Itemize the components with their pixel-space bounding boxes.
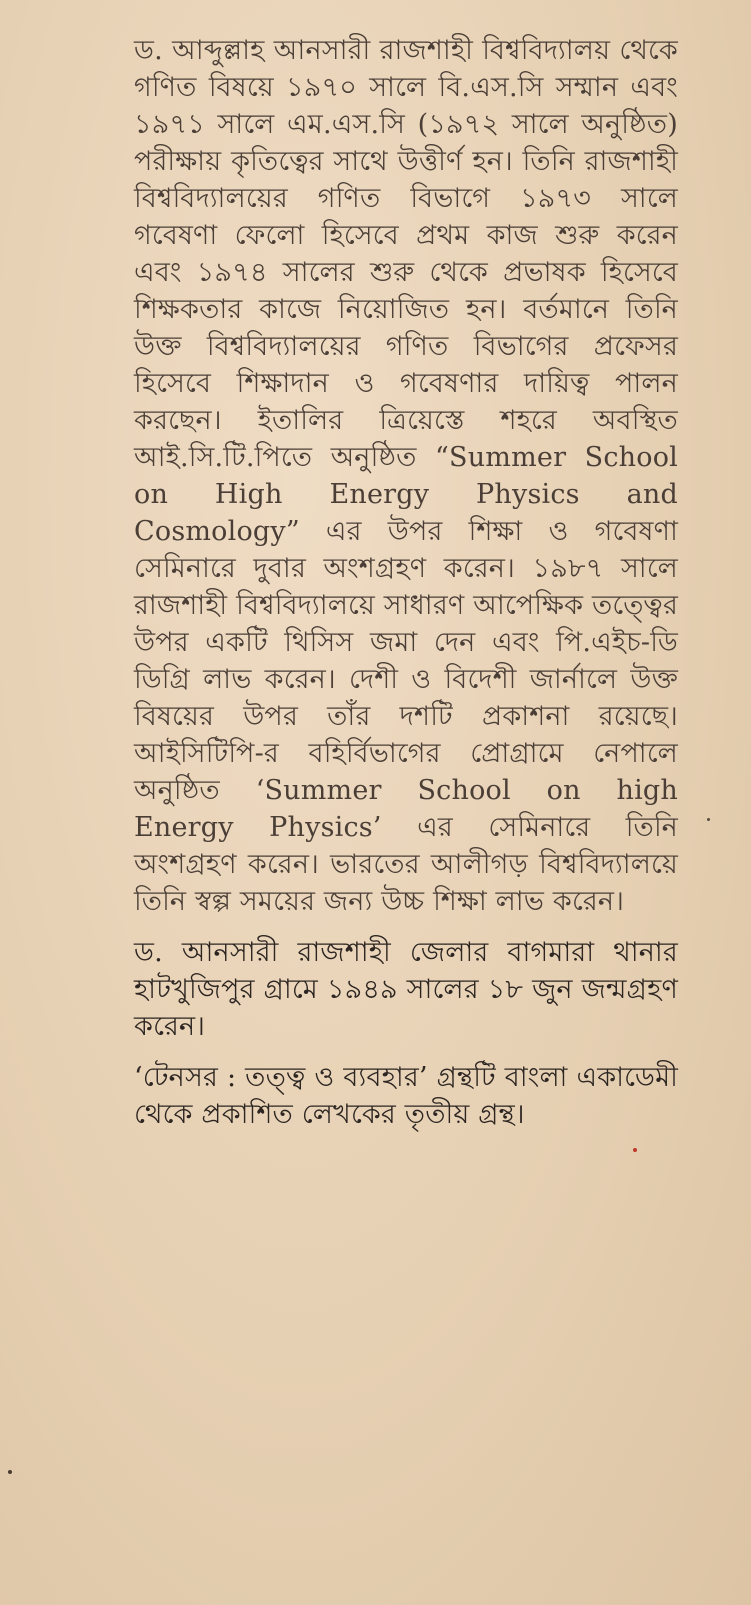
red-ink-speck [633, 1148, 637, 1152]
bio-paragraph-birth: ড. আনসারী রাজশাহী জেলার বাগমারা থানার হাটখুজিপুর গ্রামে ১৯৪৯ সালের ১৮ জুন জন্মগ্রহণ করেন। [134, 937, 678, 1042]
bio-paragraph-book: ‘টেনসর : তত্ত্ব ও ব্যবহার’ গ্রন্থটি বাংলা একাডেমী থেকে প্রকাশিত লেখকের তৃতীয় গ্রন্থ। [134, 1062, 678, 1130]
dust-speck [8, 1470, 12, 1474]
dust-speck [707, 818, 710, 821]
bio-paragraph-career: ড. আব্দুল্লাহ আনসারী রাজশাহী বিশ্ববিদ্যালয় থেকে গণিত বিষয়ে ১৯৭০ সালে বি.এস.সি সম্মান এবং ১৯৭১ সালে এম.এস.সি (১৯৭২ সালে অনুষ্ঠিত) পরীক্ষায় কৃতিত্বের সাথে উত্তীর্ণ হন। তিনি রাজশাহী বিশ্ববিদ্যালয়ের গণিত বিভাগে ১৯৭৩ সালে গবেষণা ফেলো হিসেবে প্রথম কাজ শুরু করেন এবং ১৯৭৪ সালের শুরু থেকে প্রভাষক হিসেবে শিক্ষকতার কাজে নিয়োজিত হন। বর্তমানে তিনি উক্ত বিশ্ববিদ্যালয়ের গণিত বিভাগের প্রফেসর হিসেবে শিক্ষাদান ও গবেষণার দায়িত্ব পালন করছেন। ইতালির ত্রিয়েস্তে শহরে অবস্থিত আই.সি.টি.পিতে অনুষ্ঠিত “Summer School on High Energy Physics and Cosmology” এর উপর শিক্ষা ও গবেষণা সেমিনারে দুবার অংশগ্রহণ করেন। ১৯৮৭ সালে রাজশাহী বিশ্ববিদ্যালয়ে সাধারণ আপেক্ষিক তত্ত্বের উপর একটি থিসিস জমা দেন এবং পি.এইচ-ডি ডিগ্রি লাভ করেন। দেশী ও বিদেশী জার্নালে উক্ত বিষয়ের উপর তাঁর দশটি প্রকাশনা রয়েছে। আইসিটিপি-র বহির্বিভাগের প্রোগ্রামে নেপালে অনুষ্ঠিত ‘Summer School on high Energy Physics’ এর সেমিনারে তিনি অংশগ্রহণ করেন। ভারতের আলীগড় বিশ্ববিদ্যালয়ে তিনি স্বল্প সময়ের জন্য উচ্চ শিক্ষা লাভ করেন। [134, 35, 678, 917]
author-bio-column [134, 32, 678, 1133]
